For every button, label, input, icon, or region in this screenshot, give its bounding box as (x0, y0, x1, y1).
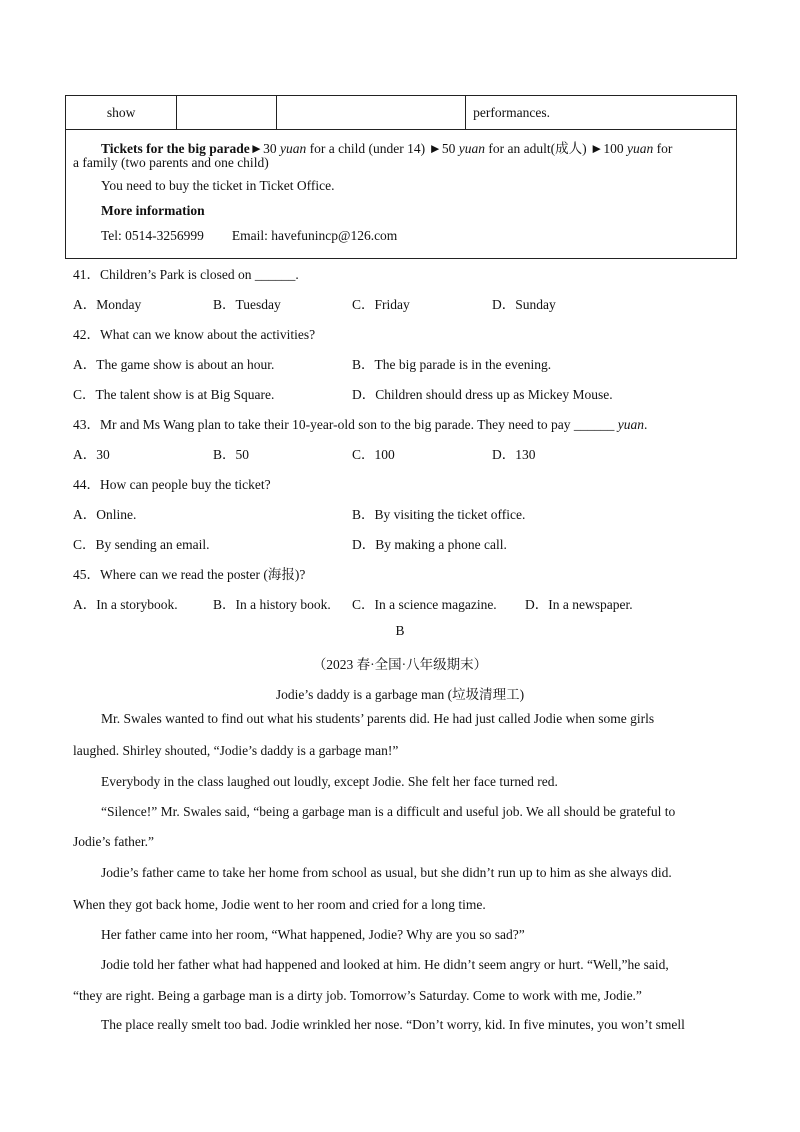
more-info-title: More information (101, 203, 205, 218)
arrow-icon: ► (249, 141, 264, 156)
option: C．In a science magazine. (352, 597, 497, 612)
table-cell (177, 96, 276, 130)
contact-line (101, 228, 397, 244)
option: B．Tuesday (213, 297, 281, 312)
tickets-label: Tickets for the big parade (101, 141, 250, 156)
option: B．By visiting the ticket office. (352, 507, 526, 522)
option: C．The talent show is at Big Square. (73, 387, 275, 402)
family-text-2: a family (two parents and one child) (73, 155, 269, 170)
unit-label: yuan (458, 141, 485, 156)
adult-price: 50 (441, 141, 456, 156)
table-cell: performances. (466, 96, 737, 130)
family-price: 100 (603, 141, 624, 156)
option: A．Online. (73, 507, 137, 522)
passage-line: The place really smelt too bad. Jodie wrinkled her nose. “Don’t worry, kid. In five minutes, you won’t smell (101, 1017, 685, 1032)
option: D．130 (492, 447, 536, 462)
section-letter: B (395, 623, 405, 638)
passage-line: When they got back home, Jodie went to her room and cried for a long time. (73, 897, 486, 912)
stem-text: 43．Mr and Ms Wang plan to take their 10-year-old son to the big parade. They need to pay ______ (73, 417, 615, 432)
option: C．100 (352, 447, 395, 462)
option: D．Sunday (492, 297, 556, 312)
passage-line: Jodie’s father.” (73, 834, 154, 849)
question-45-stem: 45．Where can we read the poster (海报)? (73, 567, 306, 582)
passage-line: Everybody in the class laughed out loudly, except Jodie. She felt her face turned red. (101, 774, 558, 789)
arrow-icon: ► (589, 141, 604, 156)
question-42-stem: 42．What can we know about the activities? (73, 327, 316, 342)
question-44-stem: 44．How can people buy the ticket? (73, 477, 271, 492)
ticket-info-box (65, 129, 737, 259)
child-price: 30 (263, 141, 277, 156)
option: A．The game show is about an hour. (73, 357, 275, 372)
child-text: for a child (under 14) (309, 141, 426, 156)
passage-line: laughed. Shirley shouted, “Jodie’s daddy is a garbage man!” (73, 743, 399, 758)
passage-line: Mr. Swales wanted to find out what his students’ parents did. He had just called Jodie when some girls (101, 711, 655, 726)
option: A．Monday (73, 297, 142, 312)
option: C．Friday (352, 297, 410, 312)
option: A．In a storybook. (73, 597, 178, 612)
stem-unit: yuan (617, 417, 645, 432)
question-41-stem: 41．Children’s Park is closed on ______. (73, 267, 299, 282)
option: D．By making a phone call. (352, 537, 507, 552)
option: D．Children should dress up as Mickey Mouse. (352, 387, 613, 402)
family-text: for (656, 141, 673, 156)
ticket-prices-line (101, 137, 672, 157)
table-cell (276, 96, 466, 130)
unit-label: yuan (280, 141, 307, 156)
option: B．The big parade is in the evening. (352, 357, 552, 372)
passage-line: Her father came into her room, “What happened, Jodie? Why are you so sad?” (101, 927, 525, 942)
tel: Tel: 0514-3256999 (101, 228, 204, 243)
option: D．In a newspaper. (525, 597, 633, 612)
question-43-stem (73, 413, 647, 433)
unit-label: yuan (626, 141, 654, 156)
passage-line: Jodie’s father came to take her home from school as usual, but she didn’t run up to him as she always did. (101, 865, 672, 880)
table-row (66, 96, 737, 130)
buy-note: You need to buy the ticket in Ticket Office. (101, 178, 335, 193)
email: Email: havefunincp@126.com (231, 228, 398, 243)
option: B．50 (213, 447, 250, 462)
passage-line: “Silence!” Mr. Swales said, “being a garbage man is a difficult and useful job. We all should be grateful to (101, 804, 676, 819)
table-cell: show (66, 96, 177, 130)
arrow-icon: ► (428, 141, 442, 156)
passage-line: Jodie told her father what had happened and looked at him. He didn’t seem angry or hurt. “Well,”he said, (101, 957, 669, 972)
section-source: （2023 春·全国·八年级期末） (312, 657, 488, 672)
stem-end: . (644, 417, 648, 432)
option: B．In a history book. (213, 597, 331, 612)
schedule-table-fragment (65, 95, 737, 130)
option: C．By sending an email. (73, 537, 210, 552)
option: A．30 (73, 447, 110, 462)
adult-text: for an adult(成人) (488, 141, 587, 156)
passage-title: Jodie’s daddy is a garbage man (垃圾清理工) (275, 687, 525, 702)
passage-line: “they are right. Being a garbage man is a dirty job. Tomorrow’s Saturday. Come to work with me, Jodie.” (73, 988, 642, 1003)
